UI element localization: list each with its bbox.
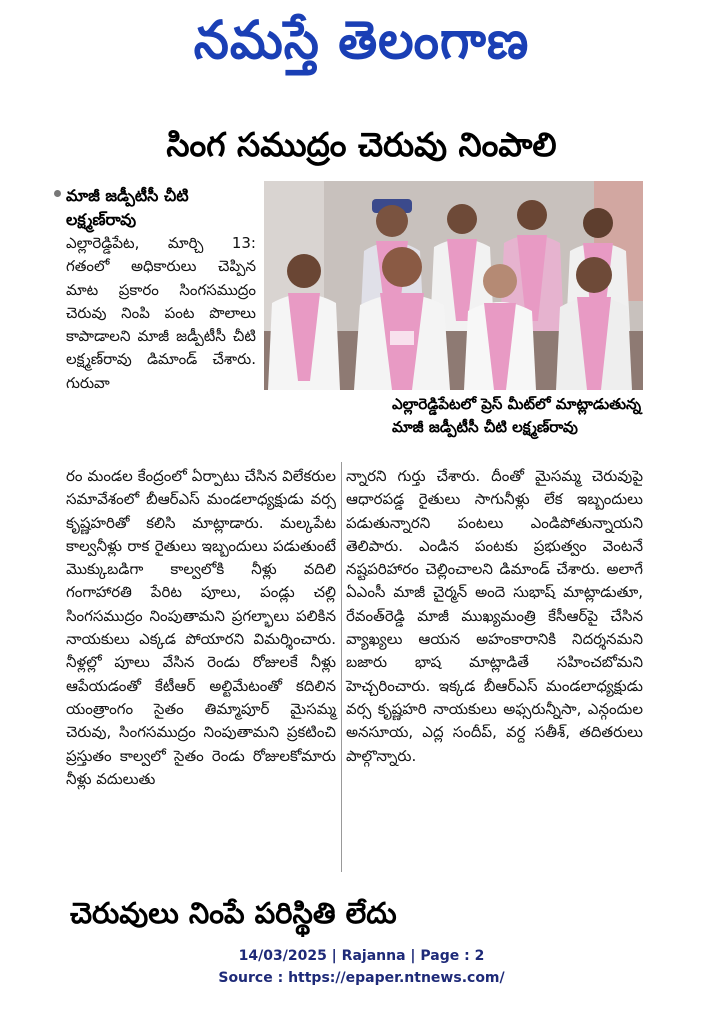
article-photo — [264, 181, 643, 390]
article-body-left-column — [66, 465, 336, 791]
photo-caption: ఎల్లారెడ్డిపేటలో ప్రెస్ మీట్‌లో మాట్లాడుతున్న మాజీ జడ్పీటీసీ చీటి లక్ష్మణ్‌రావు — [392, 395, 642, 436]
body-paragraph-intro: ఎల్లారెడ్డిపేట, మార్చి 13: గతంలో అధికారులు చెప్పిన మాట ప్రకారం సింగసముద్రం చెరువు నింపి పంట పొలాలు కాపాడాలని మాజీ జడ్పీటీసీ చీటి లక్ష్మణ్‌రావు డిమాండ్ చేశారు. గురువా — [66, 234, 256, 392]
masthead-title: నమస్తే తెలంగాణ — [193, 9, 530, 71]
article-body-narrow — [66, 232, 256, 395]
article-subhead — [66, 184, 256, 232]
masthead — [0, 4, 723, 76]
subhead-text: మాజీ జడ్పీటీసీ చీటి లక్ష్మణ్‌రావు — [66, 186, 189, 229]
group-photo-illustration — [264, 181, 643, 390]
page-footer — [0, 945, 723, 989]
article-body-right-column — [346, 465, 643, 768]
column-divider — [341, 462, 342, 872]
article-headline: సింగ సముద్రం చెరువు నింపాలి — [166, 125, 557, 164]
body-paragraph-left: రం మండల కేంద్రంలో ఏర్పాటు చేసిన విలేకరుల సమావేశంలో బీఆర్ఎస్ మండలాధ్యక్షుడు వర్స కృష్ణహరితో కలిసి మాట్లాడారు. మల్కపేట కాల్వనీళ్లు రాక రైతులు ఇబ్బందులు పడుతుంటే మొక్కుబడిగా కాల్వలోకి నీళ్లు వదిలి గంగాహారతి పేరిట పూలు, పండ్లు చల్లి సింగసముద్రం నింపుతామని ప్రగల్భాలు పలికిన నాయకులు ఎక్కడ పోయారని విమర్శించారు. నీళ్లల్లో పూలు వేసిన రెండు రోజులకే నీళ్లు ఆపేయడంతో కేటీఆర్ అల్టిమేటంతో కదిలిన యంత్రాంగం సైతం తిమ్మాపూర్ మైసమ్మ చెరువు, సింగసముద్రం నింపుతామని ప్రకటించి ప్రస్తుతం కాల్వలో సైతం రెండు రోజులకోమారు నీళ్లు వదులుతు — [66, 467, 336, 788]
bullet-icon — [54, 190, 61, 197]
footer-source: Source : https://epaper.ntnews.com/ — [218, 970, 505, 986]
body-paragraph-right: న్నారని గుర్తు చేశారు. దీంతో మైసమ్మ చెరువుపై ఆధారపడ్డ రైతులు సాగునీళ్లు లేక ఇబ్బందులు పడుతున్నారని పంటలు ఎండిపోతున్నాయని తెలిపారు. ఎండిన పంటకు ప్రభుత్వం వెంటనే నష్టపరిహారం చెల్లించాలని డిమాండ్ చేశారు. అలాగే ఏఎంసీ మాజీ చైర్మన్ అందె సుభాష్ మాట్లాడుతూ, రేవంత్‌రెడ్డి మాజీ ముఖ్యమంత్రి కేసీఆర్‌పై చేసిన వ్యాఖ్యలు ఆయన అహంకారానికి నిదర్శనమని బజారు భాష మాట్లాడితే సహించబోమని హెచ్చరించారు. ఇక్కడ బీఆర్ఎస్ మండలాధ్యక్షుడు వర్స కృష్ణహరి నాయకులు అఫ్సరున్నీసా, ఎన్గందుల అనసూయ, ఎద్ల సందీప్, వర్ద సతీశ్, తదితరులు పాల్గొన్నారు. — [346, 467, 643, 765]
next-article-headline: చెరువులు నింపే పరిస్థితి లేదు — [70, 896, 397, 930]
footer-date-edition: 14/03/2025 | Rajanna | Page : 2 — [238, 948, 485, 964]
